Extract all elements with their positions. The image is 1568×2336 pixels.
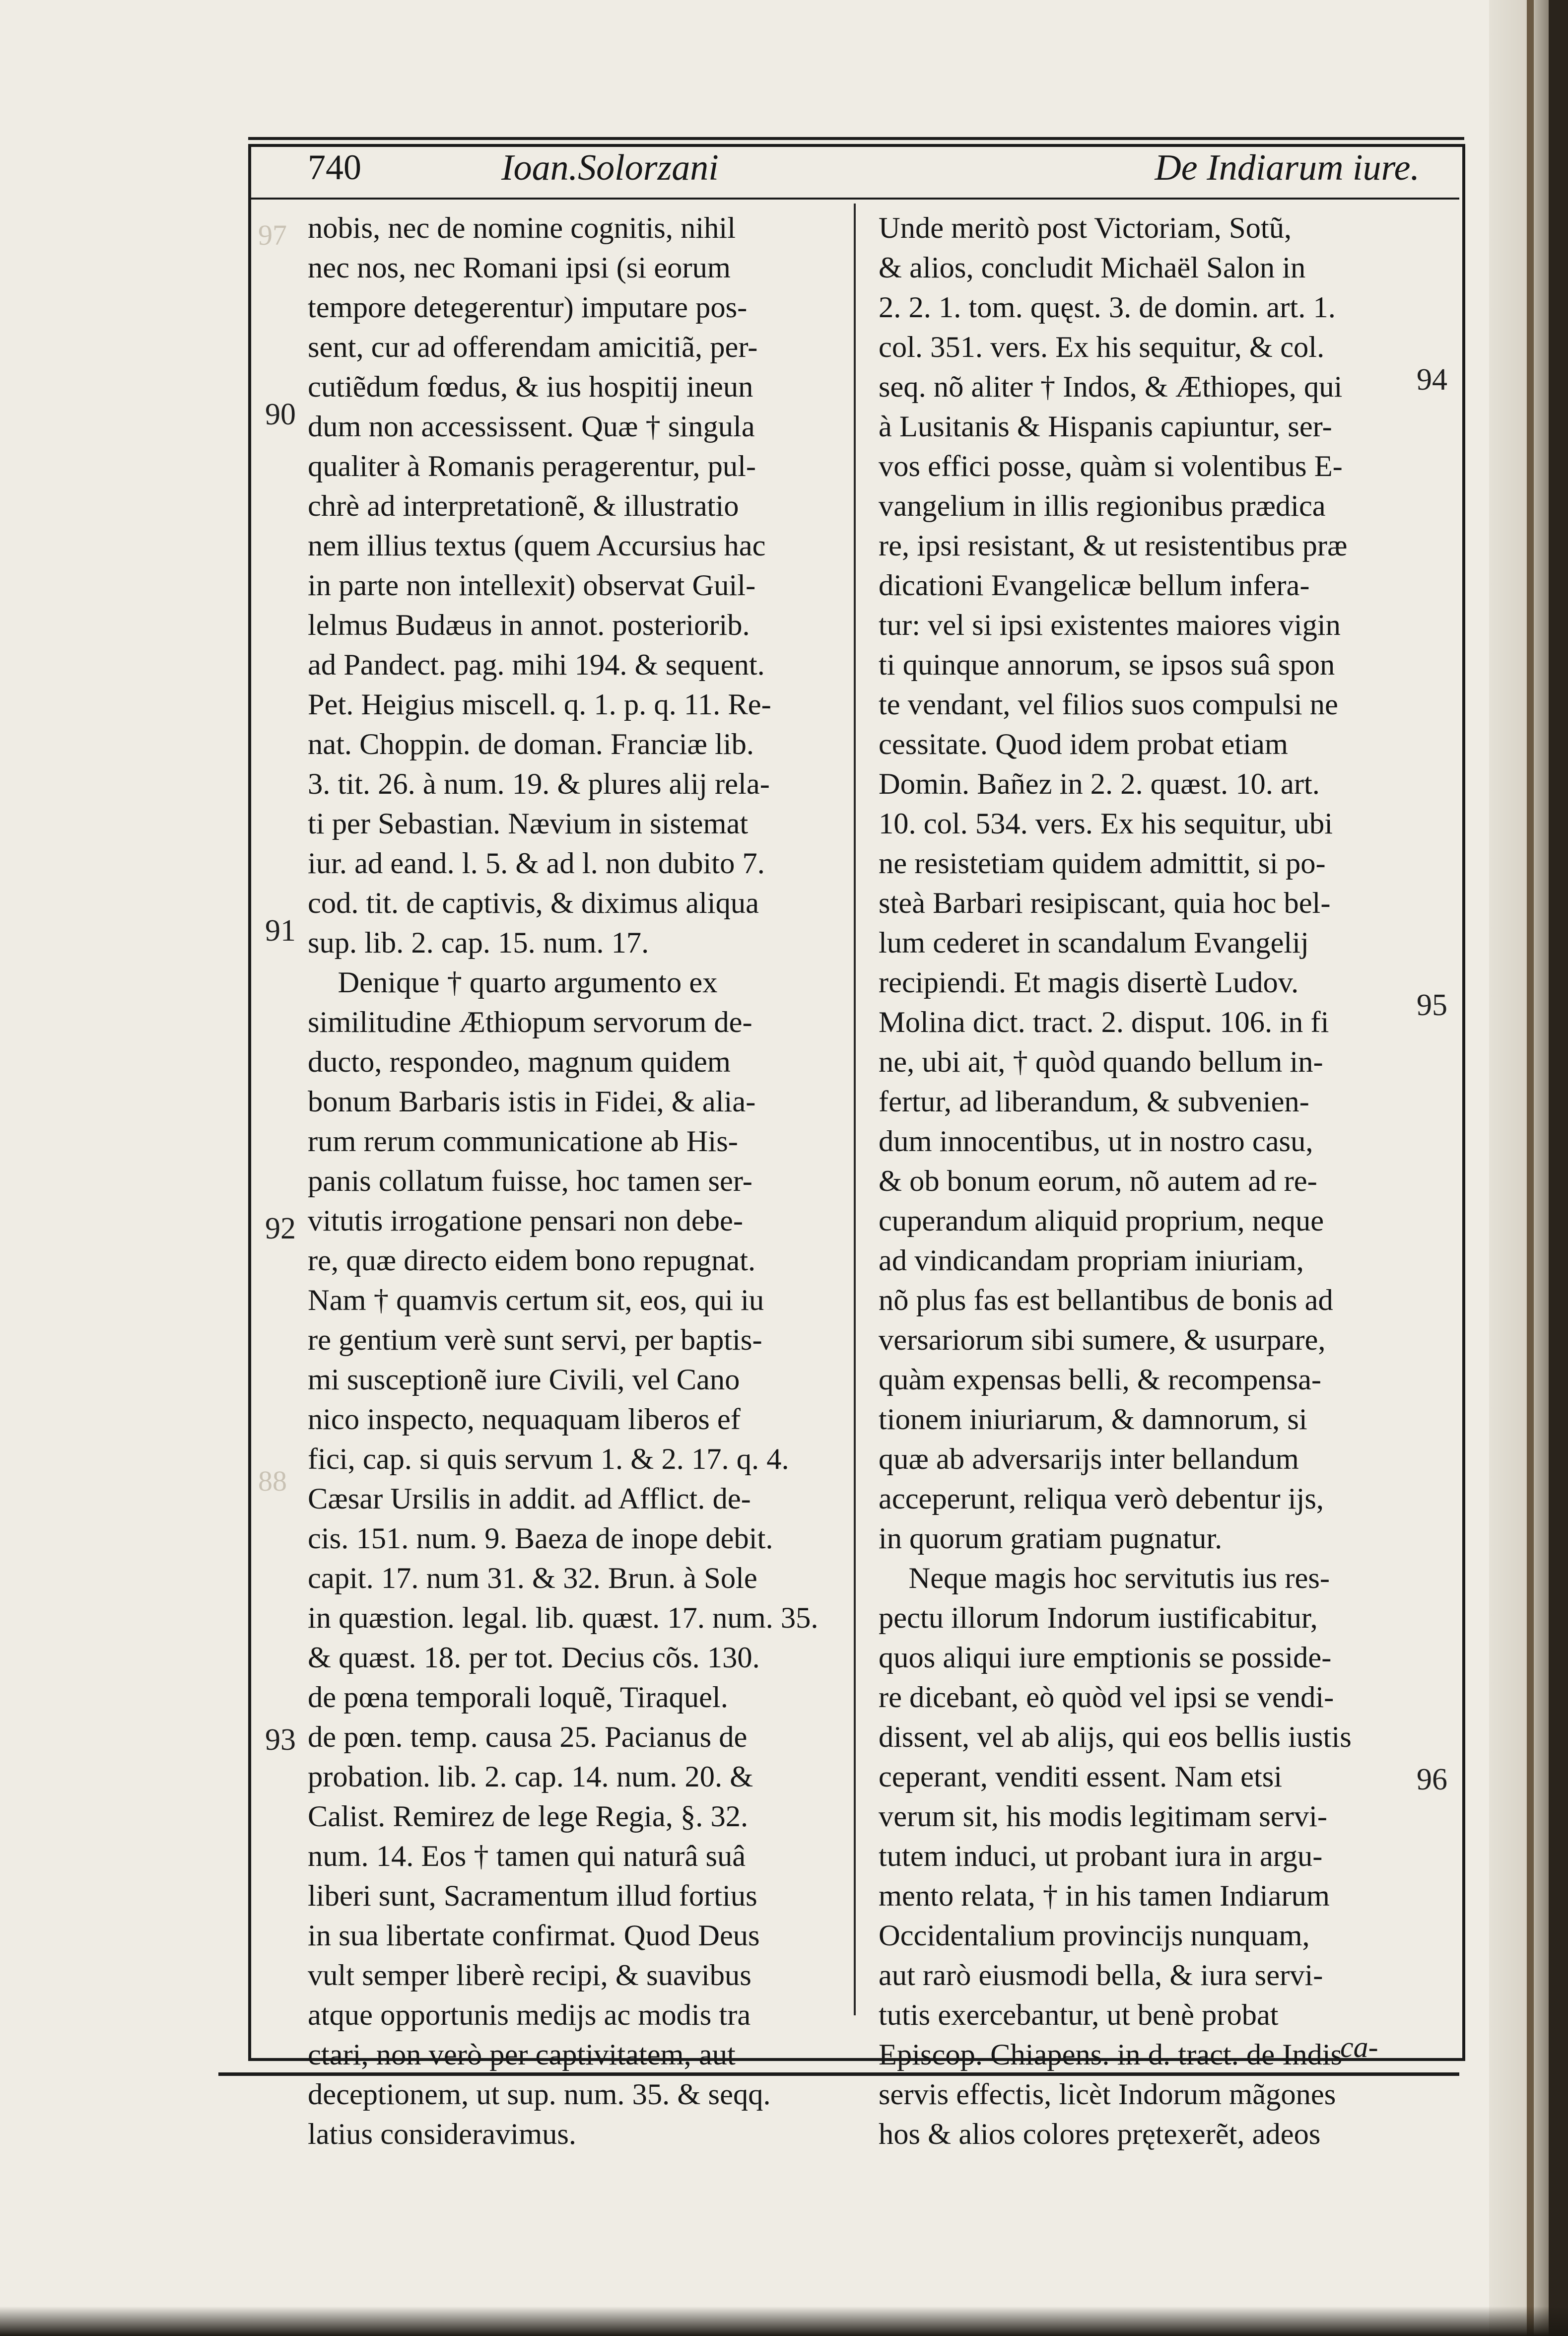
text-line: nec nos, nec Romani ipsi (si eorum [308, 251, 731, 284]
text-line: Occidentalium provincijs nunquam, [879, 1919, 1310, 1952]
text-line: quæ ab adversarijs inter bellandum [879, 1443, 1299, 1476]
text-line: col. 351. vers. Ex his sequitur, & col. [879, 331, 1325, 364]
text-line: deceptionem, ut sup. num. 35. & seqq. [308, 2078, 771, 2111]
text-line: fici, cap. si quis servum 1. & 2. 17. q. 4. [308, 1443, 789, 1476]
text-line: de pœna temporali loquẽ, Tiraquel. [308, 1681, 728, 1714]
text-line: Domin. Bañez in 2. 2. quæst. 10. art. [879, 767, 1320, 801]
text-line: re gentium verè sunt servi, per baptis- [308, 1323, 762, 1357]
text-line: in quæstion. legal. lib. quæst. 17. num. 35. [308, 1601, 818, 1635]
text-line: tur: vel si ipsi existentes maiores vigin [879, 609, 1341, 642]
text-line: chrè ad interpretationẽ, & illustratio [308, 489, 739, 523]
text-line: Nam † quamvis certum sit, eos, qui iu [308, 1284, 764, 1317]
text-line: cuperandum aliquid proprium, neque [879, 1204, 1324, 1237]
text-line: mento relata, † in his tamen Indiarum [879, 1879, 1330, 1913]
text-line: de pœn. temp. causa 25. Pacianus de [308, 1720, 748, 1754]
text-line: similitudine Æthiopum servorum de- [308, 1006, 752, 1039]
text-line: hos & alios colores prętexerẽt, adeos [879, 2118, 1321, 2151]
text-line: tutis exercebantur, ut benè probat [879, 1998, 1279, 2032]
text-line: steà Barbari resipiscant, quia hoc bel- [879, 887, 1331, 920]
text-line: servis effectis, licèt Indorum mãgones [879, 2078, 1336, 2111]
text-line: Molina dict. tract. 2. disput. 106. in fi [879, 1006, 1329, 1039]
text-line: bonum Barbaris istis in Fidei, & alia- [308, 1085, 756, 1118]
text-line: tionem iniuriarum, & damnorum, si [879, 1403, 1307, 1436]
text-line: Cæsar Ursilis in addit. ad Afflict. de- [308, 1482, 751, 1515]
bleed-through-number: 88 [258, 1465, 287, 1497]
text-line: Calist. Remirez de lege Regia, §. 32. [308, 1800, 749, 1833]
text-line: 3. tit. 26. à num. 19. & plures alij rela- [308, 767, 770, 801]
text-line: quàm expensas belli, & recompensa- [879, 1363, 1322, 1396]
running-title: De Indiarum iure. [1155, 147, 1420, 188]
text-line: cis. 151. num. 9. Baeza de inope debit. [308, 1522, 773, 1555]
text-line: Unde meritò post Victoriam, Sotũ, [879, 211, 1292, 245]
text-line: rum rerum communicatione ab His- [308, 1125, 738, 1158]
text-line: fertur, ad liberandum, & subvenien- [879, 1085, 1309, 1118]
top-rule [248, 137, 1464, 140]
text-line: & quæst. 18. per tot. Decius cõs. 130. [308, 1641, 760, 1674]
binding-edge [1527, 0, 1534, 2336]
text-line: ctari, non verò per captivitatem, aut [308, 2038, 736, 2071]
text-line: re, quæ directo eidem bono repugnat. [308, 1244, 756, 1277]
text-line: dissent, vel ab alijs, qui eos bellis iustis [879, 1720, 1352, 1754]
margin-number: 92 [265, 1212, 296, 1245]
text-line: nico inspecto, nequaquam liberos ef [308, 1403, 741, 1436]
text-line: & alios, concludit Michaël Salon in [879, 251, 1306, 284]
running-author: Ioan.Solorzani [501, 147, 719, 188]
text-line: 2. 2. 1. tom. quęst. 3. de domin. art. 1. [879, 291, 1336, 324]
text-line: acceperunt, reliqua verò debentur ijs, [879, 1482, 1324, 1515]
text-line: cessitate. Quod idem probat etiam [879, 728, 1288, 761]
text-line: sup. lib. 2. cap. 15. num. 17. [308, 926, 649, 960]
text-line: liberi sunt, Sacramentum illud fortius [308, 1879, 757, 1913]
text-line: ti per Sebastian. Nævium in sistemat [308, 807, 749, 840]
text-line: vangelium in illis regionibus prædica [879, 489, 1326, 523]
text-line: & ob bonum eorum, nõ autem ad re- [879, 1165, 1317, 1198]
text-line: re dicebant, eò quòd vel ipsi se vendi- [879, 1681, 1334, 1714]
text-line: nõ plus fas est bellantibus de bonis ad [879, 1284, 1333, 1317]
text-line: ceperant, venditi essent. Nam etsi [879, 1760, 1283, 1793]
text-line: quos aliqui iure emptionis se posside- [879, 1641, 1332, 1674]
text-line: seq. nõ aliter † Indos, & Æthiopes, qui [879, 370, 1343, 404]
header-rule [248, 198, 1459, 200]
text-line: recipiendi. Et magis disertè Ludov. [879, 966, 1299, 999]
margin-number: 93 [265, 1723, 296, 1757]
text-line: ti quinque annorum, se ipsos suâ spon [879, 648, 1335, 682]
text-line: lelmus Budæus in annot. posteriorib. [308, 609, 750, 642]
text-line: nobis, nec de nomine cognitis, nihil [308, 211, 736, 245]
catchword: ca- [1340, 2031, 1378, 2063]
page-edge [1489, 0, 1549, 2336]
text-line: nat. Choppin. de doman. Franciæ lib. [308, 728, 754, 761]
text-line: ne, ubi ait, † quòd quando bellum in- [879, 1045, 1323, 1079]
text-line: lum cederet in scandalum Evangelij [879, 926, 1309, 960]
text-line: re, ipsi resistant, & ut resistentibus præ [879, 529, 1348, 562]
text-line: in quorum gratiam pugnatur. [879, 1522, 1223, 1555]
bleed-through-number: 97 [258, 219, 287, 251]
text-line: dum innocentibus, ut in nostro casu, [879, 1125, 1313, 1158]
text-line: verum sit, his modis legitimam servi- [879, 1800, 1328, 1833]
text-line: Pet. Heigius miscell. q. 1. p. q. 11. Re- [308, 688, 771, 721]
margin-number: 90 [265, 398, 296, 431]
text-line: versariorum sibi sumere, & usurpare, [879, 1323, 1326, 1357]
text-line: Episcop. Chiapens. in d. tract. de Indis [879, 2038, 1343, 2071]
text-line: tutem induci, ut probant iura in argu- [879, 1840, 1323, 1873]
text-line: à Lusitanis & Hispanis capiuntur, ser- [879, 410, 1332, 443]
text-line: aut rarò eiusmodi bella, & iura servi- [879, 1959, 1323, 1992]
scan-shadow [0, 2306, 1568, 2336]
text-line: ad Pandect. pag. mihi 194. & sequent. [308, 648, 765, 682]
text-line: iur. ad eand. l. 5. & ad l. non dubito 7. [308, 847, 765, 880]
text-line: qualiter à Romanis peragerentur, pul- [308, 450, 756, 483]
text-line: sent, cur ad offerendam amicitiã, per- [308, 331, 758, 364]
text-line: mi susceptionẽ iure Civili, vel Cano [308, 1363, 740, 1396]
text-line: vult semper liberè recipi, & suavibus [308, 1959, 751, 1992]
text-line: latius consideravimus. [308, 2118, 577, 2151]
right-text-column [879, 208, 1395, 2151]
margin-number: 96 [1417, 1763, 1447, 1796]
text-line: vitutis irrogatione pensari non debe- [308, 1204, 744, 1237]
text-line: dicationi Evangelicæ bellum infera- [879, 569, 1310, 602]
text-line: capit. 17. num 31. & 32. Brun. à Sole [308, 1562, 757, 1595]
left-text-column [308, 208, 839, 2151]
text-line: dum non accessissent. Quæ † singula [308, 410, 755, 443]
text-line: te vendant, vel filios suos compulsi ne [879, 688, 1338, 721]
text-line: tempore detegerentur) imputare pos- [308, 291, 748, 324]
margin-number: 95 [1417, 988, 1447, 1022]
bottom-rule [218, 2072, 1459, 2076]
text-line: cod. tit. de captivis, & diximus aliqua [308, 887, 759, 920]
column-divider [854, 204, 856, 2015]
page-number: 740 [308, 147, 361, 187]
text-line: 10. col. 534. vers. Ex his sequitur, ubi [879, 807, 1333, 840]
text-line: Neque magis hoc servitutis ius res- [879, 1562, 1330, 1595]
text-line: nem illius textus (quem Accursius hac [308, 529, 766, 562]
text-line: pectu illorum Indorum iustificabitur, [879, 1601, 1318, 1635]
text-line: num. 14. Eos † tamen qui naturâ suâ [308, 1840, 746, 1873]
margin-number: 94 [1417, 363, 1447, 397]
text-line: in sua libertate confirmat. Quod Deus [308, 1919, 760, 1952]
margin-number: 91 [265, 914, 296, 948]
text-line: Denique † quarto argumento ex [308, 966, 718, 999]
text-line: vos effici posse, quàm si volentibus E- [879, 450, 1343, 483]
text-line: cutiẽdum fœdus, & ius hospitij ineun [308, 370, 753, 404]
text-line: ducto, respondeo, magnum quidem [308, 1045, 731, 1079]
running-head [308, 147, 1420, 192]
text-line: ad vindicandam propriam iniuriam, [879, 1244, 1304, 1277]
text-line: panis collatum fuisse, hoc tamen ser- [308, 1165, 752, 1198]
text-line: probation. lib. 2. cap. 14. num. 20. & [308, 1760, 753, 1793]
text-line: atque opportunis medijs ac modis tra [308, 1998, 751, 2032]
text-line: ne resistetiam quidem admittit, si po- [879, 847, 1326, 880]
text-line: in parte non intellexit) observat Guil- [308, 569, 756, 602]
